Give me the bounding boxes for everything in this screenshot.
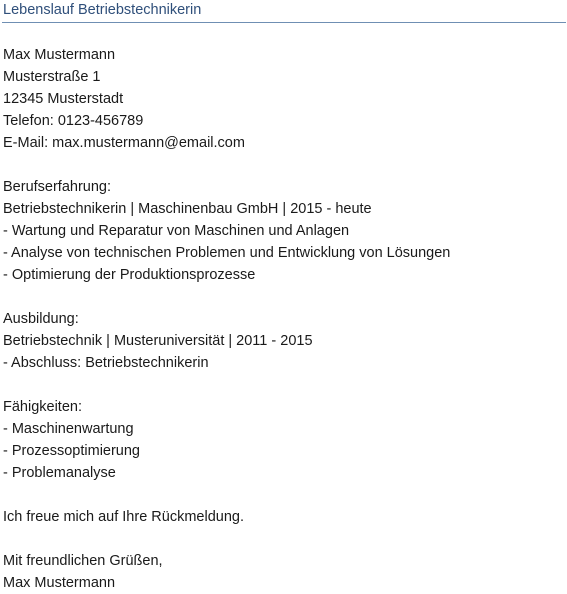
experience-position: Betriebstechnikerin | Maschinenbau GmbH | 2015 - heute: [3, 201, 372, 217]
closing-section: [3, 506, 563, 594]
contact-name: Max Mustermann: [3, 47, 116, 63]
spacer: [3, 484, 563, 506]
contact-block: [3, 44, 563, 154]
education-heading: Ausbildung:: [3, 311, 79, 327]
contact-phone: Telefon: 0123-456789: [3, 113, 144, 129]
spacer: [3, 154, 563, 176]
document-body: [3, 44, 563, 594]
skills-item: - Problemanalyse: [3, 465, 116, 481]
closing-greeting: Mit freundlichen Grüßen,: [3, 553, 163, 569]
experience-section: [3, 176, 563, 286]
closing-statement: Ich freue mich auf Ihre Rückmeldung.: [3, 509, 244, 525]
skills-item: - Maschinenwartung: [3, 421, 134, 437]
skills-item: - Prozessoptimierung: [3, 443, 140, 459]
spacer: [3, 374, 563, 396]
spacer: [3, 286, 563, 308]
contact-street: Musterstraße 1: [3, 69, 101, 85]
skills-section: [3, 396, 563, 484]
document-title: Lebenslauf Betriebstechnikerin: [3, 2, 202, 18]
experience-item: - Wartung und Reparatur von Maschinen und Anlagen: [3, 223, 350, 239]
education-program: Betriebstechnik | Musteruniversität | 2011 - 2015: [3, 333, 313, 349]
education-section: [3, 308, 563, 374]
contact-city: 12345 Musterstadt: [3, 91, 124, 107]
education-item: - Abschluss: Betriebstechnikerin: [3, 355, 209, 371]
closing-signature: Max Mustermann: [3, 575, 116, 591]
spacer: [3, 528, 563, 550]
contact-email: E-Mail: max.mustermann@email.com: [3, 135, 245, 151]
skills-heading: Fähigkeiten:: [3, 399, 82, 415]
experience-heading: Berufserfahrung:: [3, 179, 112, 195]
experience-item: - Analyse von technischen Problemen und Entwicklung von Lösungen: [3, 245, 451, 261]
title-divider: [2, 22, 566, 23]
experience-item: - Optimierung der Produktionsprozesse: [3, 267, 256, 283]
